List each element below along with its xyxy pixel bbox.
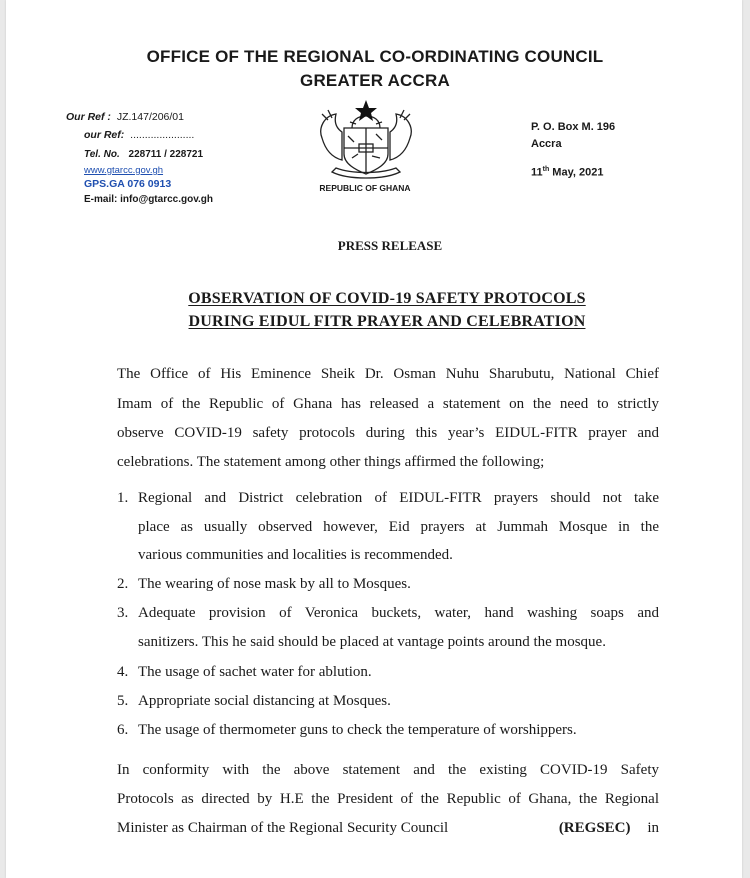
list-item-line: Regional and District celebration of EIDUL-FITR prayers should not take — [138, 490, 659, 506]
closing-line-end: in — [647, 820, 659, 836]
list-item-line: The usage of sachet water for ablution. — [138, 664, 372, 680]
website-link[interactable]: www.gtarcc.gov.gh — [84, 165, 164, 176]
list-number: 4. — [117, 664, 129, 680]
closing-line: In conformity with the above statement and the existing COVID-19 Safety — [117, 762, 659, 778]
date-rest: May, 2021 — [549, 166, 604, 179]
regsec-abbreviation: (REGSEC) — [558, 820, 631, 836]
date-suffix: th — [542, 166, 550, 173]
our-ref-value: JZ.147/206/01 — [116, 111, 184, 123]
closing-line-start-text: Minister as Chairman of the Regional Security Council — [117, 820, 449, 836]
tel-label: Tel. No. — [84, 149, 120, 160]
list-item-line: sanitizers. This he said should be placed at vantage points around the mosque. — [138, 634, 606, 650]
city: Accra — [531, 138, 562, 150]
list-item-line: various communities and localities is recommended. — [138, 547, 453, 563]
intro-line: observe COVID-19 safety protocols during this year’s EIDUL-FITR prayer and — [117, 425, 659, 441]
our-ref-label: Our Ref : — [66, 111, 111, 123]
headline-line-1: OBSERVATION OF COVID-19 SAFETY PROTOCOLS — [188, 290, 586, 307]
list-number: 5. — [117, 693, 129, 709]
your-ref-value: ...................... — [130, 129, 195, 141]
email: E-mail: info@gtarcc.gov.gh — [84, 194, 214, 205]
list-number: 1. — [117, 490, 129, 506]
date-day: 11 — [531, 166, 543, 179]
intro-line: The Office of His Eminence Sheik Dr. Osman Nuhu Sharubutu, National Chief — [117, 366, 659, 382]
list-number: 3. — [117, 605, 129, 621]
your-ref-label: our Ref: — [84, 129, 125, 141]
republic-of-ghana-label: REPUBLIC OF GHANA — [319, 183, 411, 193]
list-item-line: Appropriate social distancing at Mosques. — [138, 693, 391, 709]
list-number: 6. — [117, 722, 129, 738]
intro-line: celebrations. The statement among other things affirmed the following; — [117, 454, 545, 470]
headline-line-2: DURING EIDUL FITR PRAYER AND CELEBRATION — [188, 313, 586, 330]
list-item-line: The wearing of nose mask by all to Mosques. — [138, 576, 411, 592]
office-title: OFFICE OF THE REGIONAL CO-ORDINATING COUNCIL — [146, 47, 604, 66]
telephone — [84, 149, 203, 160]
tel-value: 228711 / 228721 — [128, 149, 204, 160]
closing-line-start — [117, 820, 542, 837]
intro-line: Imam of the Republic of Ghana has released a statement on the need to strictly — [117, 396, 659, 412]
list-number: 2. — [117, 576, 129, 592]
our-ref — [66, 111, 184, 123]
press-release-label: PRESS RELEASE — [337, 238, 443, 253]
list-item-line: The usage of thermometer guns to check the temperature of worshippers. — [138, 722, 577, 738]
list-item-line: Adequate provision of Veronica buckets, water, hand washing soaps and — [138, 605, 659, 621]
ghana-coat-of-arms-icon — [314, 98, 418, 182]
closing-line — [117, 820, 659, 837]
office-subtitle: GREATER ACCRA — [300, 71, 450, 90]
your-ref — [84, 129, 194, 141]
date — [531, 166, 603, 179]
gps-address: GPS.GA 076 0913 — [84, 178, 172, 190]
po-box: P. O. Box M. 196 — [531, 121, 616, 133]
closing-line: Protocols as directed by H.E the President of the Republic of Ghana, the Regional — [117, 791, 659, 807]
list-item-line: place as usually observed however, Eid prayers at Jummah Mosque in the — [138, 519, 659, 535]
